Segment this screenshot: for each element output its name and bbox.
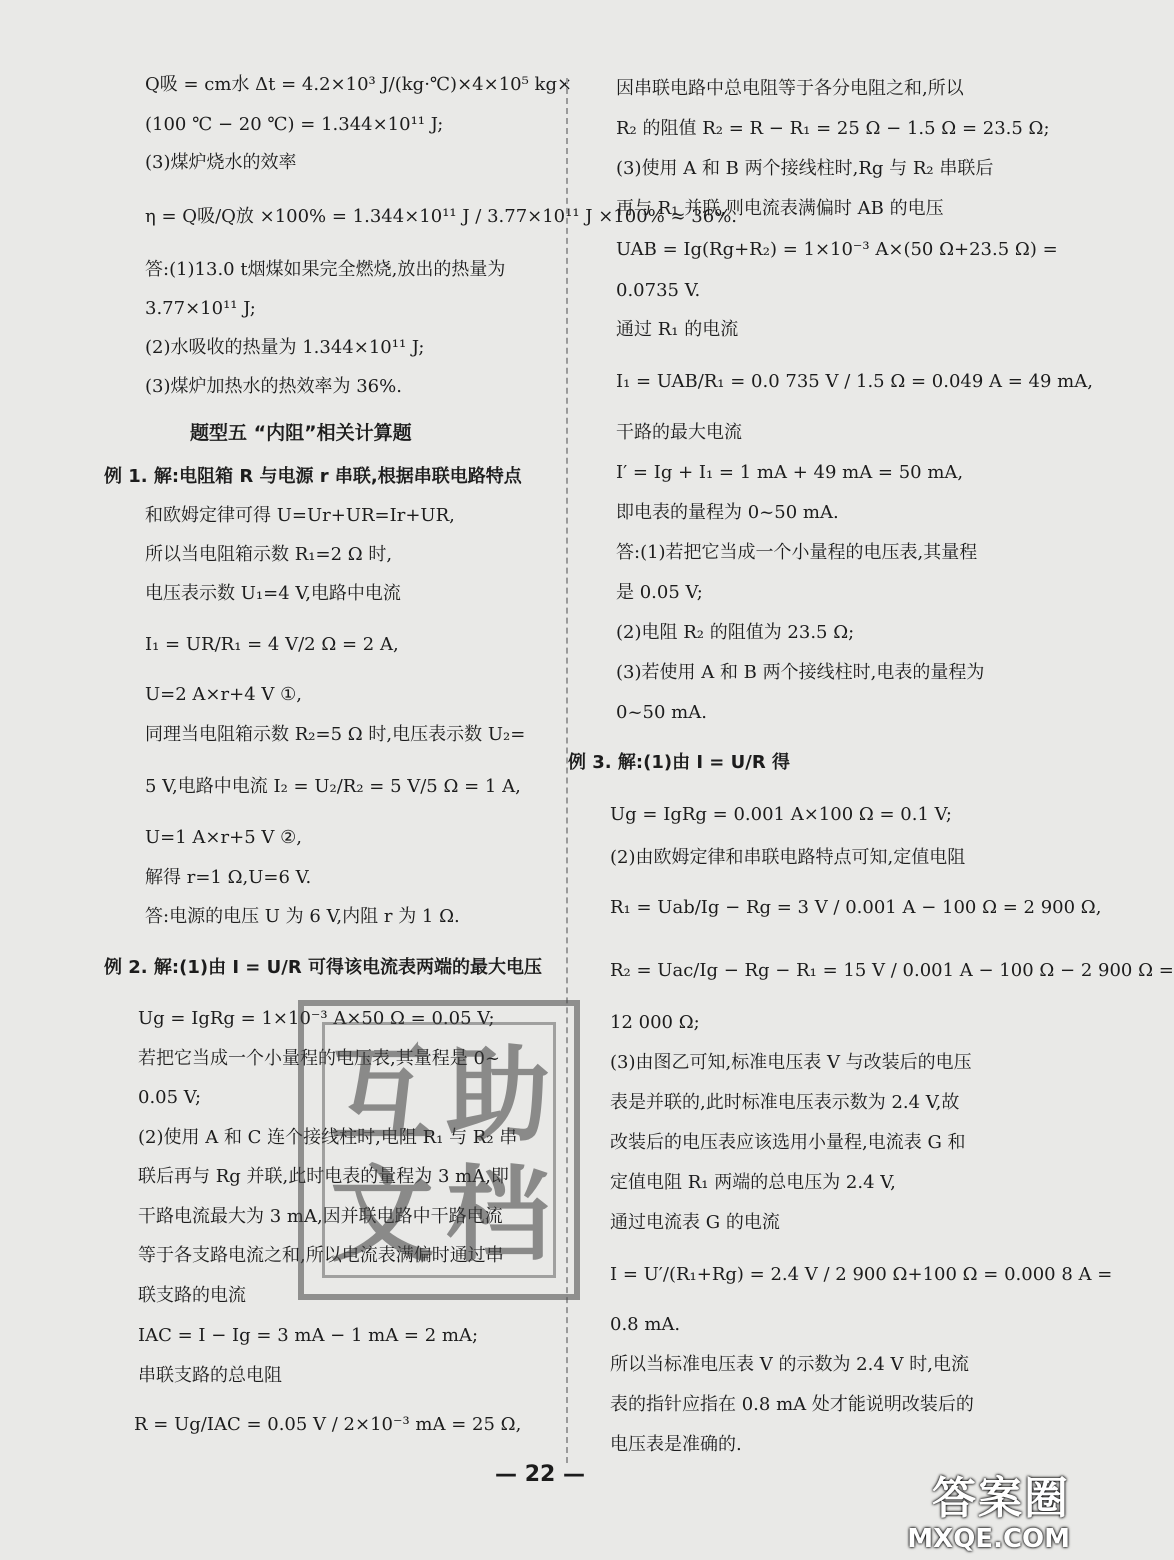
text-line: (3)煤炉烧水的效率 [145, 152, 297, 173]
text-line: 联支路的电流 [138, 1285, 246, 1306]
text-line: 5 V,电路中电流 I₂ = U₂/R₂ = 5 V/5 Ω = 1 A, [145, 776, 521, 797]
text-line: I = U′/(R₁+Rg) = 2.4 V / 2 900 Ω+100 Ω = 0.000 8 A = [610, 1264, 1113, 1285]
text-line: R₁ = Uab/Ig − Rg = 3 V / 0.001 A − 100 Ω = 2 900 Ω, [610, 897, 1102, 918]
text-line: (3)使用 A 和 B 两个接线柱时,Rg 与 R₂ 串联后 [616, 158, 994, 179]
text-line: Ug = IgRg = 1×10⁻³ A×50 Ω = 0.05 V; [138, 1008, 495, 1029]
text-line: 干路电流最大为 3 mA,因并联电路中干路电流 [138, 1206, 503, 1227]
text-line: 3.77×10¹¹ J; [145, 298, 256, 319]
corner-watermark-logo: 答案圈 MXQE.COM [907, 1473, 1070, 1554]
text-line: 表的指针应指在 0.8 mA 处才能说明改装后的 [610, 1394, 974, 1415]
text-line: η = Q吸/Q放 ×100% = 1.344×10¹¹ J / 3.77×10¹¹ J ×100% ≈ 36%. [145, 206, 738, 227]
text-line: IAC = I − Ig = 3 mA − 1 mA = 2 mA; [138, 1325, 479, 1346]
watermark-stamp: 互 助 文 档 [298, 1000, 580, 1300]
text-line: 所以当电阻箱示数 R₁=2 Ω 时, [145, 544, 393, 565]
text-line: 通过 R₁ 的电流 [616, 319, 739, 340]
text-line: 是 0.05 V; [616, 582, 703, 603]
example-3-start: 例 3. 解:(1)由 I = U/R 得 [568, 752, 790, 773]
text-line: R₂ 的阻值 R₂ = R − R₁ = 25 Ω − 1.5 Ω = 23.5 Ω; [616, 118, 1050, 139]
text-line: 所以当标准电压表 V 的示数为 2.4 V 时,电流 [610, 1354, 969, 1375]
text-line: 定值电阻 R₁ 两端的总电压为 2.4 V, [610, 1172, 896, 1193]
text-line: I′ = Ig + I₁ = 1 mA + 49 mA = 50 mA, [616, 462, 964, 483]
text-line: 串联支路的总电阻 [138, 1365, 282, 1386]
text-line: (2)电阻 R₂ 的阻值为 23.5 Ω; [616, 622, 855, 643]
text-line: Ug = IgRg = 0.001 A×100 Ω = 0.1 V; [610, 804, 952, 825]
text-line: UAB = Ig(Rg+R₂) = 1×10⁻³ A×(50 Ω+23.5 Ω) = [616, 239, 1058, 260]
text-line: (2)由欧姆定律和串联电路特点可知,定值电阻 [610, 847, 966, 868]
text-line: 0.8 mA. [610, 1314, 681, 1335]
text-line: 通过电流表 G 的电流 [610, 1212, 780, 1233]
text-line: 再与 R₁ 并联,则电流表满偏时 AB 的电压 [616, 198, 944, 219]
text-line: I₁ = UAB/R₁ = 0.0 735 V / 1.5 Ω = 0.049 A = 49 mA, [616, 371, 1093, 392]
text-line: 电压表示数 U₁=4 V,电路中电流 [145, 583, 401, 604]
text-line: 联后再与 Rg 并联,此时电表的量程为 3 mA,即 [138, 1166, 509, 1187]
text-line: (3)若使用 A 和 B 两个接线柱时,电表的量程为 [616, 662, 985, 683]
text-line: 因串联电路中总电阻等于各分电阻之和,所以 [616, 78, 964, 99]
text-line: 等于各支路电流之和,所以电流表满偏时通过串 [138, 1245, 504, 1266]
text-line: 解得 r=1 Ω,U=6 V. [145, 867, 312, 888]
text-line: 答:(1)若把它当成一个小量程的电压表,其量程 [616, 542, 978, 563]
section-heading: 题型五 “内阻”相关计算题 [190, 422, 412, 444]
text-line: (3)由图乙可知,标准电压表 V 与改装后的电压 [610, 1052, 972, 1073]
text-line: R = Ug/IAC = 0.05 V / 2×10⁻³ mA = 25 Ω, [134, 1414, 522, 1435]
text-line: R₂ = Uac/Ig − Rg − R₁ = 15 V / 0.001 A − 100 Ω − 2 900 Ω = [610, 960, 1174, 981]
text-line: 即电表的量程为 0~50 mA. [616, 502, 839, 523]
text-line: 0.05 V; [138, 1087, 202, 1108]
text-line: 0~50 mA. [616, 702, 707, 723]
text-line: I₁ = UR/R₁ = 4 V/2 Ω = 2 A, [145, 634, 399, 655]
text-line: 改装后的电压表应该选用小量程,电流表 G 和 [610, 1132, 966, 1153]
text-line: 答:(1)13.0 t烟煤如果完全燃烧,放出的热量为 [145, 259, 506, 280]
text-line: 若把它当成一个小量程的电压表,其量程是 0~ [138, 1048, 500, 1069]
text-line: 电压表是准确的. [610, 1434, 742, 1455]
text-line: U=1 A×r+5 V ②, [145, 827, 302, 848]
text-line: 同理当电阻箱示数 R₂=5 Ω 时,电压表示数 U₂= [145, 724, 526, 745]
page-number: — 22 — [495, 1462, 585, 1487]
text-line: 干路的最大电流 [616, 422, 742, 443]
example-2-start: 例 2. 解:(1)由 I = U/R 可得该电流表两端的最大电压 [104, 957, 542, 978]
text-line: 和欧姆定律可得 U=Ur+UR=Ir+UR, [145, 505, 455, 526]
text-line: (2)水吸收的热量为 1.344×10¹¹ J; [145, 337, 425, 358]
text-line: (2)使用 A 和 C 连个接线柱时,电阻 R₁ 与 R₂ 串 [138, 1127, 518, 1148]
text-line: 12 000 Ω; [610, 1012, 700, 1033]
text-line: (100 ℃ − 20 ℃) = 1.344×10¹¹ J; [145, 114, 444, 135]
text-line: 0.0735 V. [616, 280, 701, 301]
example-1-start: 例 1. 解:电阻箱 R 与电源 r 串联,根据串联电路特点 [104, 466, 522, 487]
text-line: 答:电源的电压 U 为 6 V,内阻 r 为 1 Ω. [145, 906, 460, 927]
text-line: Q吸 = cm水 Δt = 4.2×10³ J/(kg·℃)×4×10⁵ kg× [145, 74, 573, 95]
text-line: 表是并联的,此时标准电压表示数为 2.4 V,故 [610, 1092, 960, 1113]
text-line: U=2 A×r+4 V ①, [145, 684, 302, 705]
text-line: (3)煤炉加热水的热效率为 36%. [145, 376, 402, 397]
